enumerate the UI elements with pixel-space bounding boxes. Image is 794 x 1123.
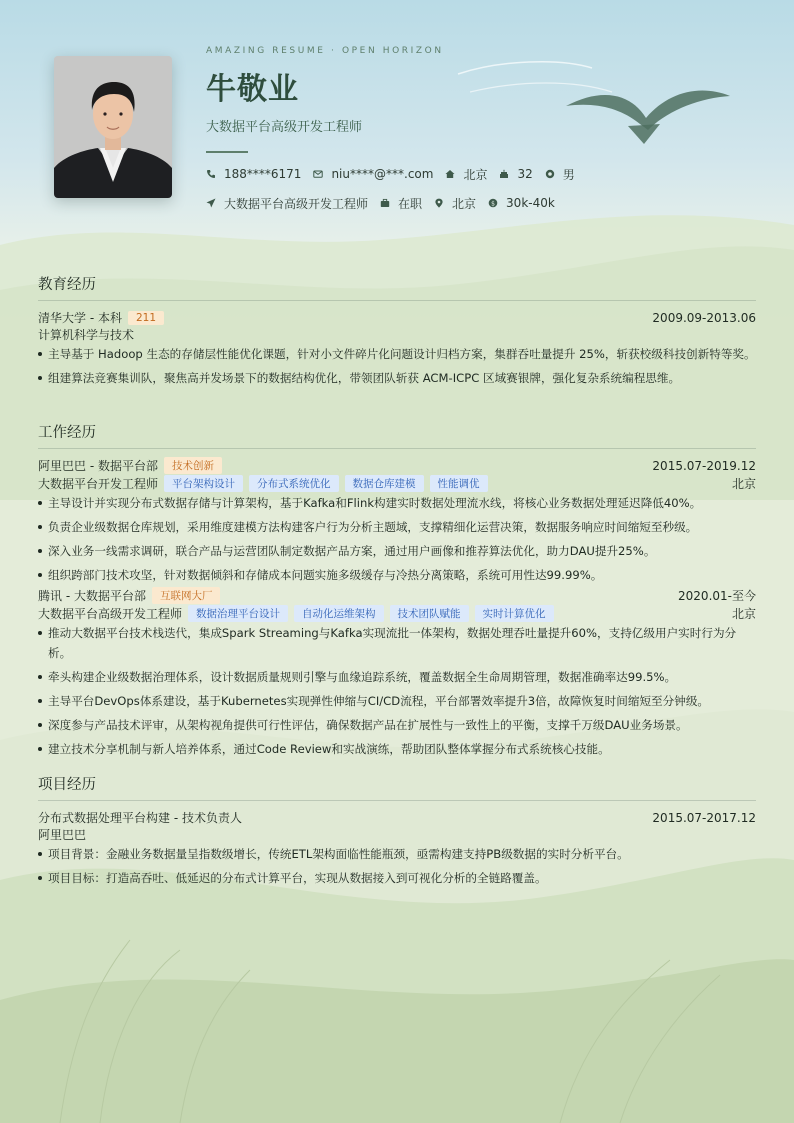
job-header-row <box>38 587 756 604</box>
list-item: 组织跨部门技术攻坚，针对数据倾斜和存储成本问题实施多级缓存与冷热分离策略，系统可用性达99.99%。 <box>38 565 756 585</box>
school-name: 清华大学 - 本科 <box>38 311 122 325</box>
mail-icon <box>313 169 323 179</box>
list-item: 项目目标：打造高吞吐、低延迟的分布式计算平台，实现从数据接入到可视化分析的全链路覆盖。 <box>38 868 756 888</box>
company-name: 腾讯 - 大数据平台部 <box>38 589 146 603</box>
job-role: 大数据平台开发工程师 <box>38 477 159 491</box>
title-divider <box>206 151 248 153</box>
education-section <box>38 273 756 392</box>
gender-icon <box>545 169 555 179</box>
work-section <box>38 421 756 763</box>
list-item: 牵头构建企业级数据治理体系，设计数据质量规则引擎与血缘追踪系统，覆盖数据全生命周期管理，数据准确率达99.5%。 <box>38 667 756 687</box>
job-city: 北京 <box>731 477 756 491</box>
home-item <box>445 166 487 183</box>
list-item: 主导基于 Hadoop 生态的存储层性能优化课题，针对小文件碎片化问题设计归档方案，集群吞吐量提升 25%，斩获校级科技创新特等奖。 <box>38 344 756 364</box>
eyebrow-text: AMAZING RESUME · OPEN HORIZON <box>206 46 444 56</box>
status-text: 在职 <box>398 196 423 211</box>
company-name: 阿里巴巴 - 数据平台部 <box>38 459 158 473</box>
job-role-row <box>38 605 756 622</box>
project-title: 项目经历 <box>38 773 756 801</box>
contact-row <box>206 166 766 182</box>
skill-tag: 分布式系统优化 <box>249 475 339 492</box>
project-name: 分布式数据处理平台构建 - 技术负责人 <box>38 811 242 825</box>
skill-tag: 自动化运维架构 <box>294 605 384 622</box>
phone-item <box>206 167 301 181</box>
home-icon <box>445 169 455 179</box>
avatar <box>54 56 172 198</box>
job-date: 2020.01-至今 <box>678 589 756 603</box>
email-text: niu****@***.com <box>331 167 434 181</box>
status-item <box>380 195 422 212</box>
education-date: 2009.09-2013.06 <box>652 310 756 325</box>
candidate-title: 大数据平台高级开发工程师 <box>206 120 363 135</box>
project-header-row <box>38 809 756 826</box>
phone-icon <box>206 169 216 179</box>
education-title: 教育经历 <box>38 273 756 301</box>
candidate-name: 牛敬业 <box>206 72 299 107</box>
list-item: 推动大数据平台技术栈迭代，集成Spark Streaming与Kafka实现流批一体架构，数据处理吞吐量提升60%，支持亿级用户实时行为分析。 <box>38 623 756 663</box>
skill-tag: 平台架构设计 <box>164 475 243 492</box>
job-role: 大数据平台高级开发工程师 <box>38 607 183 621</box>
briefcase-icon <box>380 198 390 208</box>
list-item: 负责企业级数据仓库规划，采用维度建模方法构建客户行为分析主题域，支撑精细化运营决策，数据服务响应时间缩短至秒级。 <box>38 517 756 537</box>
gender-item <box>545 166 575 183</box>
list-item: 深入业务一线需求调研，联合产品与运营团队制定数据产品方案，通过用户画像和推荐算法优化，助力DAU提升25%。 <box>38 541 756 561</box>
list-item: 项目背景：金融业务数据量呈指数级增长，传统ETL架构面临性能瓶颈，亟需构建支持PB级数据的实时分析平台。 <box>38 844 756 864</box>
job-bullets <box>38 493 756 585</box>
skill-tag: 实时计算优化 <box>475 605 554 622</box>
project-date: 2015.07-2017.12 <box>652 810 756 825</box>
education-header-row <box>38 309 756 326</box>
project-bullets <box>38 844 756 888</box>
target-city-text: 北京 <box>452 196 477 211</box>
cake-icon <box>499 169 509 179</box>
phone-text: 188****6171 <box>224 167 302 181</box>
job-city: 北京 <box>731 607 756 621</box>
email-item <box>313 167 433 181</box>
list-item: 组建算法竞赛集训队，聚焦高并发场景下的数据结构优化，带领团队斩获 ACM-ICPC 区域赛银牌，强化复杂系统编程思维。 <box>38 368 756 388</box>
skill-tag: 数据仓库建模 <box>345 475 424 492</box>
location-pin-icon <box>434 198 444 208</box>
skill-tag: 技术团队赋能 <box>390 605 469 622</box>
home-text: 北京 <box>463 167 488 182</box>
target-city-item <box>434 195 476 212</box>
target-position-text: 大数据平台高级开发工程师 <box>224 196 369 211</box>
age-text: 32 <box>517 167 533 181</box>
send-icon <box>206 198 216 208</box>
major-name: 计算机科学与技术 <box>38 328 135 342</box>
header <box>206 46 766 211</box>
school-tag: 211 <box>128 311 164 325</box>
list-item: 建立技术分享机制与新人培养体系，通过Code Review和实战演练，帮助团队整体掌握分布式系统核心技能。 <box>38 739 756 759</box>
job-date: 2015.07-2019.12 <box>652 458 756 473</box>
skill-tag: 数据治理平台设计 <box>188 605 288 622</box>
salary-icon <box>488 198 498 208</box>
list-item: 深度参与产品技术评审，从架构视角提供可行性评估，确保数据产品在扩展性与一致性上的平衡，支撑千万级DAU业务场景。 <box>38 715 756 735</box>
svg-text:$: $ <box>491 200 495 208</box>
project-section <box>38 773 756 892</box>
job-header-row <box>38 457 756 474</box>
list-item: 主导设计并实现分布式数据存储与计算架构，基于Kafka和Flink构建实时数据处理流水线，将核心业务数据处理延迟降低40%。 <box>38 493 756 513</box>
list-item: 主导平台DevOps体系建设，基于Kubernetes实现弹性伸缩与CI/CD流程，平台部署效率提升3倍，故障恢复时间缩短至分钟级。 <box>38 691 756 711</box>
age-item <box>499 167 532 181</box>
company-tag: 互联网大厂 <box>152 587 221 604</box>
job-intent-row <box>206 195 766 211</box>
gender-text: 男 <box>562 167 575 182</box>
education-bullets <box>38 344 756 388</box>
project-company: 阿里巴巴 <box>38 828 87 842</box>
job-bullets <box>38 623 756 759</box>
company-tag: 技术创新 <box>164 457 222 474</box>
skill-tag: 性能调优 <box>430 475 488 492</box>
salary-item <box>488 196 555 210</box>
job-role-row <box>38 475 756 492</box>
salary-text: 30k-40k <box>506 196 555 210</box>
work-title: 工作经历 <box>38 421 756 449</box>
target-position-item <box>206 195 368 212</box>
